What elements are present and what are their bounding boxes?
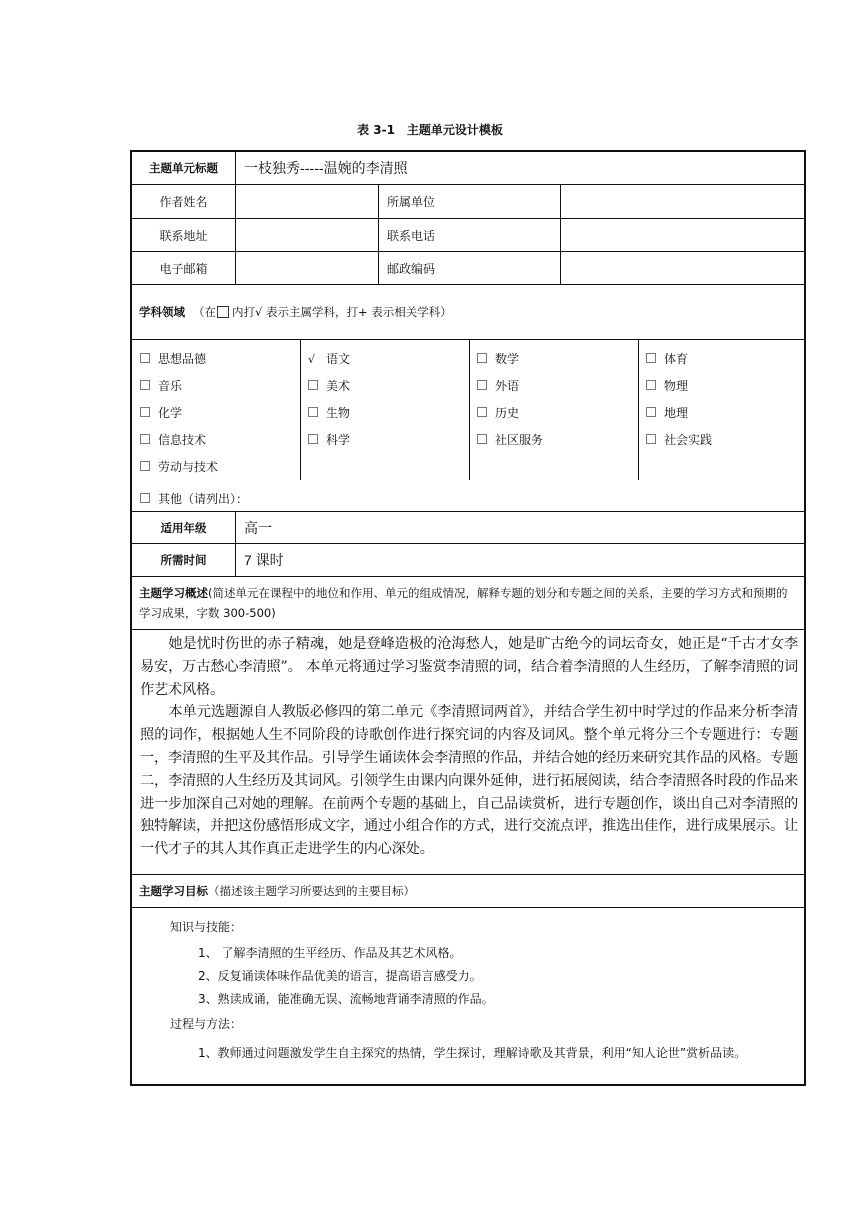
subject-name: 体育	[664, 352, 689, 366]
subject-item[interactable]	[140, 431, 206, 448]
checkbox-icon[interactable]	[308, 434, 318, 444]
overview-paragraph: 她是忧时伤世的赤子精魂，她是登峰造极的沧海愁人，她是旷古绝今的词坛奇女，她正是“千古才女李易安，万古愁心李清照”。 本单元将通过学习鉴赏李清照的词，结合着李清照的人生经历，了解李清照的词作艺术风格。	[140, 636, 798, 698]
subject-item[interactable]	[140, 350, 206, 367]
column-divider	[469, 340, 470, 480]
subject-name: 思想品德	[158, 352, 207, 366]
address-row	[132, 219, 804, 252]
title-label: 主题单元标题	[149, 161, 218, 175]
postcode-field[interactable]	[560, 252, 804, 284]
grade-label: 适用年级	[160, 520, 207, 535]
subject-note-a: （在	[193, 305, 216, 319]
subject-item[interactable]	[646, 350, 688, 367]
checkbox-legend-icon	[217, 306, 229, 318]
goal-item: 1、 了解李清照的生平经历、作品及其艺术风格。	[198, 946, 462, 960]
subject-item[interactable]	[140, 377, 182, 394]
column-divider	[300, 340, 301, 480]
email-label: 电子邮箱	[159, 261, 208, 276]
grade-value: 高一	[235, 512, 804, 543]
subject-item[interactable]	[308, 431, 350, 448]
checkbox-icon[interactable]	[646, 434, 656, 444]
goal-item: 2、反复诵读体味作品优美的语言，提高语言感受力。	[198, 969, 482, 983]
author-label: 作者姓名	[159, 195, 208, 209]
checkbox-icon[interactable]	[140, 407, 150, 417]
checkbox-icon[interactable]	[140, 434, 150, 444]
postcode-label: 邮政编码	[378, 252, 560, 284]
subject-name: 科学	[326, 433, 351, 447]
email-row	[132, 252, 804, 285]
subject-item[interactable]	[308, 377, 350, 394]
goal-item: 3、熟读成诵，能准确无误、流畅地背诵李清照的作品。	[198, 992, 494, 1006]
subject-item[interactable]	[646, 377, 688, 394]
title-row	[132, 152, 804, 185]
subject-item[interactable]	[477, 350, 519, 367]
goal-item: 1、教师通过问题激发学生自主探究的热情，学生探讨，理解诗歌及其背景，利用“知人论世”赏析品读。	[198, 1046, 747, 1060]
subject-name: 生物	[326, 406, 351, 420]
subject-other-label: 其他（请列出）：	[158, 492, 249, 506]
overview-header	[132, 577, 804, 630]
subject-item[interactable]	[477, 377, 519, 394]
title-value: 一枝独秀-----温婉的李清照	[235, 152, 804, 184]
subject-item[interactable]	[140, 458, 218, 475]
checkbox-icon[interactable]	[140, 493, 150, 503]
time-value: 7 课时	[235, 544, 804, 576]
time-row	[132, 544, 804, 577]
goals-label: 主题学习目标	[139, 884, 208, 898]
subject-item[interactable]	[477, 404, 519, 421]
subject-name: 社区服务	[495, 433, 544, 447]
subject-name: 化学	[158, 406, 183, 420]
subject-name: 社会实践	[664, 433, 713, 447]
subject-name: 外语	[495, 379, 520, 393]
email-field[interactable]	[235, 252, 378, 284]
time-label: 所需时间	[160, 553, 207, 567]
subject-item[interactable]	[308, 350, 350, 367]
checkbox-icon[interactable]	[646, 407, 656, 417]
subject-note-b: 内打√ 表示主属学科，打+ 表示相关学科）	[232, 305, 452, 319]
subject-item-other[interactable]	[140, 490, 248, 507]
subject-name: 地理	[664, 406, 689, 420]
table-caption: 表 3-1 主题单元设计模板	[357, 123, 503, 137]
overview-label: 主题学习概述	[139, 586, 208, 600]
goals-body	[132, 908, 804, 1086]
phone-field[interactable]	[560, 219, 804, 251]
overview-paragraph: 本单元选题源自人教版必修四的第二单元《李清照词两首》，并结合学生初中时学过的作品来分析李清照的词作，根据她人生不同阶段的诗歌创作进行探究词的内容及词风。整个单元将分三个专题进行：专题一，李清照的生平及其作品。引导学生诵读体会李清照的作品，并结合她的经历来研究其作品的风格。专题二，李清照的人生经历及其词风。引领学生由课内向课外延伸，进行拓展阅读，结合李清照各时段的作品来进一步加深自己对她的理解。在前两个专题的基础上，自己品读赏析，进行专题创作，谈出自己对李清照的独特解读，并把这份感悟形成文字，通过小组合作的方式，进行交流点评，推选出佳作，进行成果展示。让一代才子的其人其作真正走进学生的内心深处。	[140, 704, 798, 858]
column-divider	[638, 340, 639, 480]
phone-label: 联系电话	[378, 219, 560, 251]
check-mark-icon[interactable]: √	[308, 353, 316, 366]
checkbox-icon[interactable]	[477, 380, 487, 390]
subject-name: 信息技术	[158, 433, 207, 447]
overview-body	[132, 630, 804, 875]
grade-row	[132, 512, 804, 544]
author-row	[132, 185, 804, 219]
subject-label: 学科领域	[139, 305, 185, 319]
subject-header-row	[132, 285, 804, 340]
goals-section-knowledge: 知识与技能：	[170, 920, 243, 934]
subject-grid	[132, 340, 804, 512]
goals-header	[132, 875, 804, 908]
checkbox-icon[interactable]	[140, 353, 150, 363]
unit-field[interactable]	[560, 185, 804, 218]
checkbox-icon[interactable]	[477, 353, 487, 363]
overview-note: (简述单元在课程中的地位和作用、单元的组成情况，解释专题的划分和专题之间的关系，主要的学习方式和预期的学习成果，字数 300-500)	[139, 586, 788, 620]
subject-name: 数学	[495, 352, 520, 366]
subject-header	[132, 285, 804, 339]
unit-label: 所属单位	[378, 185, 560, 218]
goals-section-process: 过程与方法：	[170, 1017, 243, 1031]
subject-item[interactable]	[646, 431, 712, 448]
subject-name: 音乐	[158, 379, 183, 393]
goals-header-text	[132, 875, 804, 907]
subject-name: 历史	[495, 406, 520, 420]
subject-name: 劳动与技术	[158, 460, 219, 474]
subject-item[interactable]	[646, 404, 688, 421]
subject-item[interactable]	[140, 404, 182, 421]
unit-design-form	[130, 150, 806, 1086]
checkbox-icon[interactable]	[646, 353, 656, 363]
address-label: 联系地址	[159, 228, 208, 243]
checkbox-icon[interactable]	[646, 380, 656, 390]
address-field[interactable]	[235, 219, 378, 251]
subject-item[interactable]	[477, 431, 543, 448]
goals-note: （描述该主题学习所要达到的主要目标）	[208, 884, 415, 898]
checkbox-icon[interactable]	[477, 434, 487, 444]
checkbox-icon[interactable]	[140, 461, 150, 471]
subject-name: 美术	[326, 379, 351, 393]
checkbox-icon[interactable]	[140, 380, 150, 390]
subject-name: 物理	[664, 379, 689, 393]
subject-name: 语文	[326, 352, 351, 366]
checkbox-icon[interactable]	[308, 380, 318, 390]
checkbox-icon[interactable]	[477, 407, 487, 417]
author-field[interactable]	[235, 185, 378, 218]
subject-item[interactable]	[308, 404, 350, 421]
checkbox-icon[interactable]	[308, 407, 318, 417]
